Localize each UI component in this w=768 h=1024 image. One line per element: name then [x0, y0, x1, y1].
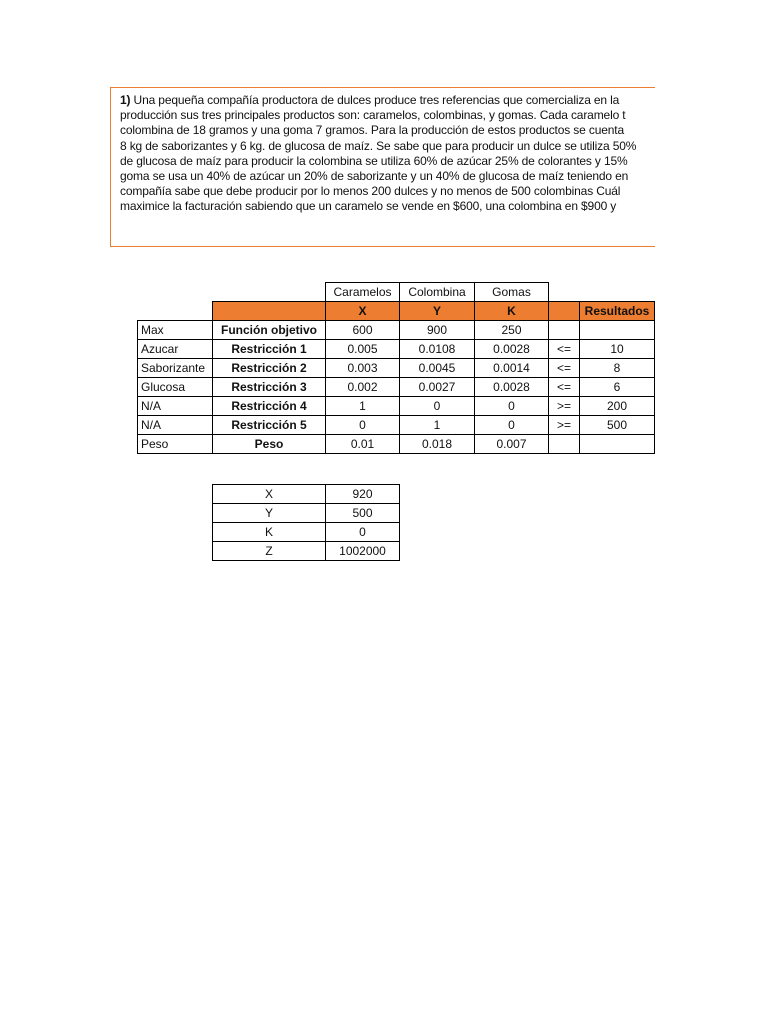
solution-row	[213, 523, 400, 542]
solution-row	[213, 542, 400, 561]
problem-statement	[120, 93, 655, 215]
solution-value[interactable]: 0	[326, 523, 400, 542]
problem-line-5: de glucosa de maíz para producir la colombina se utiliza 60% de azúcar 25% de colorantes y 15%	[120, 153, 628, 168]
header-var-k[interactable]: K	[475, 302, 549, 321]
row-label[interactable]: Restricción 3	[213, 378, 326, 397]
solution-table	[212, 484, 400, 561]
header-resultados[interactable]: Resultados	[580, 302, 655, 321]
cell-result[interactable]: 8	[580, 359, 655, 378]
problem-line-1: 1) Una pequeña compañía productora de dulces produce tres referencias que comercializa en la	[120, 93, 620, 107]
cell-x[interactable]: 0	[326, 416, 400, 435]
header-op-cell[interactable]	[549, 302, 580, 321]
header-var-y[interactable]: Y	[400, 302, 475, 321]
cell-op[interactable]	[549, 321, 580, 340]
row-name[interactable]: Peso	[138, 435, 213, 454]
table-row	[138, 378, 655, 397]
cell-x[interactable]: 0.01	[326, 435, 400, 454]
cell-x[interactable]: 600	[326, 321, 400, 340]
table-row	[138, 321, 655, 340]
cell-y[interactable]: 0.0108	[400, 340, 475, 359]
row-label[interactable]: Función objetivo	[213, 321, 326, 340]
solution-row	[213, 504, 400, 523]
solution-var[interactable]: Z	[213, 542, 326, 561]
solution-value[interactable]: 500	[326, 504, 400, 523]
cell-k[interactable]: 0	[475, 397, 549, 416]
variable-header-row	[138, 302, 655, 321]
row-label[interactable]: Restricción 5	[213, 416, 326, 435]
header-colombina[interactable]: Colombina	[400, 283, 475, 302]
row-label[interactable]: Restricción 1	[213, 340, 326, 359]
table-row	[138, 340, 655, 359]
solution-row	[213, 485, 400, 504]
problem-line-3: colombina de 18 gramos y una goma 7 gramos. Para la producción de estos productos se cuenta	[120, 123, 624, 138]
cell-y[interactable]: 0.0027	[400, 378, 475, 397]
row-name[interactable]: Azucar	[138, 340, 213, 359]
header-caramelos[interactable]: Caramelos	[326, 283, 400, 302]
cell-op[interactable]	[549, 435, 580, 454]
row-label[interactable]: Peso	[213, 435, 326, 454]
row-name[interactable]: Glucosa	[138, 378, 213, 397]
cell-x[interactable]: 0.002	[326, 378, 400, 397]
header-empty-cell[interactable]	[213, 302, 326, 321]
cell-y[interactable]: 0.0045	[400, 359, 475, 378]
cell-k[interactable]: 0.0014	[475, 359, 549, 378]
problem-line-7: compañía sabe que debe producir por lo menos 200 dulces y no menos de 500 colombinas Cuál	[120, 184, 621, 199]
cell-k[interactable]: 0.0028	[475, 340, 549, 359]
model-table	[137, 282, 655, 454]
cell-result[interactable]	[580, 435, 655, 454]
cell-result[interactable]	[580, 321, 655, 340]
cell-y[interactable]: 1	[400, 416, 475, 435]
problem-line-6: goma se usa un 40% de azúcar un 20% de saborizante y un 40% de glucosa de maíz teniendo en	[120, 169, 629, 184]
problem-statement-box	[110, 87, 655, 247]
row-name[interactable]: Max	[138, 321, 213, 340]
row-name[interactable]: N/A	[138, 416, 213, 435]
cell-k[interactable]: 0	[475, 416, 549, 435]
table-row	[138, 397, 655, 416]
cell-x[interactable]: 0.005	[326, 340, 400, 359]
solution-var[interactable]: Y	[213, 504, 326, 523]
problem-line-8: maximice la facturación sabiendo que un caramelo se vende en $600, una colombina en $900 y	[120, 199, 617, 214]
problem-line-4: 8 kg de saborizantes y 6 kg. de glucosa de maíz. Se sabe que para producir un dulce se utiliza 50%	[120, 138, 637, 153]
table-row	[138, 359, 655, 378]
row-name[interactable]: Saborizante	[138, 359, 213, 378]
cell-y[interactable]: 0	[400, 397, 475, 416]
cell-op[interactable]: <=	[549, 340, 580, 359]
cell-x[interactable]: 1	[326, 397, 400, 416]
row-label[interactable]: Restricción 4	[213, 397, 326, 416]
cell-k[interactable]: 0.007	[475, 435, 549, 454]
cell-op[interactable]: >=	[549, 397, 580, 416]
row-name[interactable]: N/A	[138, 397, 213, 416]
cell-k[interactable]: 250	[475, 321, 549, 340]
cell-result[interactable]: 500	[580, 416, 655, 435]
product-header-row	[138, 283, 655, 302]
cell-result[interactable]: 200	[580, 397, 655, 416]
solution-var[interactable]: K	[213, 523, 326, 542]
cell-op[interactable]: >=	[549, 416, 580, 435]
problem-number: 1)	[120, 93, 131, 107]
cell-y[interactable]: 900	[400, 321, 475, 340]
solution-var[interactable]: X	[213, 485, 326, 504]
row-label[interactable]: Restricción 2	[213, 359, 326, 378]
cell-y[interactable]: 0.018	[400, 435, 475, 454]
cell-op[interactable]: <=	[549, 359, 580, 378]
table-row	[138, 435, 655, 454]
cell-k[interactable]: 0.0028	[475, 378, 549, 397]
cell-x[interactable]: 0.003	[326, 359, 400, 378]
table-row	[138, 416, 655, 435]
header-var-x[interactable]: X	[326, 302, 400, 321]
cell-result[interactable]: 6	[580, 378, 655, 397]
problem-line-2: producción sus tres principales productos son: caramelos, colombinas, y gomas. Cada caramelo t	[120, 108, 626, 123]
solution-value[interactable]: 920	[326, 485, 400, 504]
header-gomas[interactable]: Gomas	[475, 283, 549, 302]
solution-value[interactable]: 1002000	[326, 542, 400, 561]
cell-op[interactable]: <=	[549, 378, 580, 397]
cell-result[interactable]: 10	[580, 340, 655, 359]
